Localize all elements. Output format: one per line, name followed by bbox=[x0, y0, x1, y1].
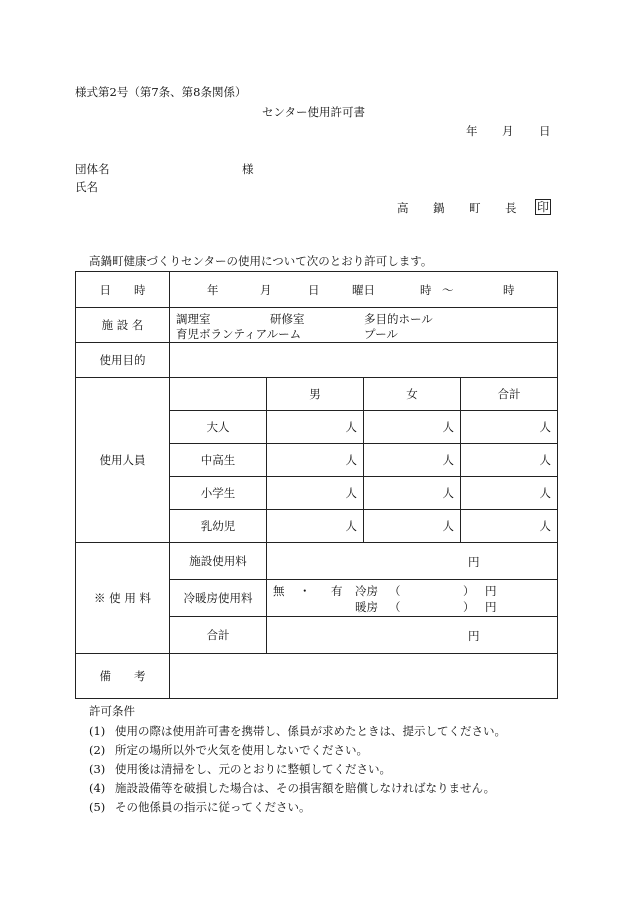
dt-year: 年 bbox=[207, 283, 219, 297]
facility-option[interactable]: 調理室 bbox=[176, 312, 211, 326]
dt-weekday: 曜日 bbox=[352, 283, 375, 297]
col-header-male: 男 bbox=[267, 378, 364, 411]
conditions-heading: 許可条件 bbox=[89, 704, 135, 718]
ac-separator: ・ bbox=[299, 584, 311, 598]
col-header-female: 女 bbox=[364, 378, 461, 411]
dt-hour-to: 時 bbox=[503, 283, 515, 297]
remarks-row bbox=[76, 654, 558, 699]
remarks-label: 備 考 bbox=[76, 654, 170, 699]
condition-item bbox=[89, 799, 311, 815]
paren-close: ） bbox=[463, 600, 475, 614]
honorific: 様 bbox=[242, 162, 254, 176]
dt-tilde: ～ bbox=[442, 283, 454, 297]
condition-number: (3) bbox=[89, 762, 106, 776]
datetime-row bbox=[76, 272, 558, 308]
condition-item bbox=[89, 780, 495, 796]
ac-yes-option[interactable]: 有 bbox=[331, 584, 343, 598]
ac-fee-field[interactable] bbox=[267, 580, 558, 617]
paren-open: （ bbox=[389, 600, 401, 614]
condition-number: (2) bbox=[89, 743, 106, 757]
condition-number: (1) bbox=[89, 724, 106, 738]
facility-option[interactable]: 育児ボランティアルーム bbox=[176, 327, 302, 341]
count-cell[interactable]: 人 bbox=[364, 510, 461, 543]
facility-option[interactable]: プール bbox=[364, 327, 398, 341]
purpose-label: 使用目的 bbox=[76, 343, 170, 378]
dt-month: 月 bbox=[260, 283, 272, 297]
paren-close: ） bbox=[463, 584, 475, 598]
condition-item bbox=[89, 742, 368, 758]
ac-fee-label: 冷暖房使用料 bbox=[170, 580, 267, 617]
people-row-label: 小学生 bbox=[170, 477, 267, 510]
count-cell[interactable]: 人 bbox=[364, 444, 461, 477]
issuer-char: 高 bbox=[397, 201, 409, 215]
form-number: 様式第2号（第7条、第8条関係） bbox=[75, 85, 247, 99]
count-cell[interactable]: 人 bbox=[461, 510, 558, 543]
count-cell[interactable]: 人 bbox=[461, 411, 558, 444]
condition-number: (5) bbox=[89, 800, 106, 814]
people-row-label: 大人 bbox=[170, 411, 267, 444]
seal-mark: 印 bbox=[537, 200, 550, 214]
count-cell[interactable]: 人 bbox=[461, 444, 558, 477]
date-year: 年 bbox=[466, 124, 478, 138]
purpose-row bbox=[76, 343, 558, 378]
people-header-row bbox=[76, 378, 558, 411]
count-cell[interactable]: 人 bbox=[267, 477, 364, 510]
ac-none-option[interactable]: 無 bbox=[273, 584, 285, 598]
dt-day: 日 bbox=[308, 283, 320, 297]
datetime-label: 日 時 bbox=[76, 272, 170, 308]
condition-text: その他係員の指示に従ってください。 bbox=[115, 800, 311, 814]
condition-number: (4) bbox=[89, 781, 106, 795]
condition-item bbox=[89, 723, 506, 739]
heating-label: 暖房 bbox=[355, 600, 378, 614]
cooling-unit: 円 bbox=[485, 584, 497, 598]
count-cell[interactable]: 人 bbox=[461, 477, 558, 510]
count-cell[interactable]: 人 bbox=[364, 411, 461, 444]
facility-fee-row bbox=[76, 543, 558, 580]
dt-hour-from: 時 bbox=[420, 283, 432, 297]
facility-option[interactable]: 研修室 bbox=[270, 312, 305, 326]
count-cell[interactable]: 人 bbox=[267, 444, 364, 477]
facility-fee-field[interactable] bbox=[267, 543, 558, 580]
facility-label: 施 設 名 bbox=[76, 308, 170, 343]
count-cell[interactable]: 人 bbox=[267, 510, 364, 543]
purpose-field[interactable] bbox=[170, 343, 558, 378]
cooling-label: 冷房 bbox=[355, 584, 378, 598]
date-month: 月 bbox=[502, 124, 514, 138]
issuer-char: 鍋 bbox=[433, 201, 445, 215]
people-row-label: 中高生 bbox=[170, 444, 267, 477]
condition-text: 施設設備等を破損した場合は、その損害額を賠償しなければなりません。 bbox=[115, 781, 496, 795]
count-cell[interactable]: 人 bbox=[267, 411, 364, 444]
facility-options[interactable] bbox=[170, 308, 558, 343]
paren-open: （ bbox=[389, 584, 401, 598]
people-label: 使用人員 bbox=[76, 378, 170, 543]
facility-row bbox=[76, 308, 558, 343]
condition-text: 所定の場所以外で火気を使用しないでください。 bbox=[115, 743, 368, 757]
document-title: センター使用許可書 bbox=[262, 105, 366, 119]
col-header-total: 合計 bbox=[461, 378, 558, 411]
count-cell[interactable]: 人 bbox=[364, 477, 461, 510]
fee-total-label: 合計 bbox=[170, 617, 267, 654]
fee-label: ※ 使 用 料 bbox=[76, 543, 170, 654]
facility-option[interactable]: 多目的ホール bbox=[364, 312, 433, 326]
fee-total-field[interactable] bbox=[267, 617, 558, 654]
people-corner-cell bbox=[170, 378, 267, 411]
group-name-label: 団体名 bbox=[75, 162, 110, 176]
remarks-field[interactable] bbox=[170, 654, 558, 699]
name-label: 氏名 bbox=[75, 180, 98, 194]
condition-text: 使用の際は使用許可書を携帯し、係員が求めたときは、提示してください。 bbox=[115, 724, 506, 738]
date-day: 日 bbox=[539, 124, 551, 138]
intro-text: 高鍋町健康づくりセンターの使用について次のとおり許可します。 bbox=[89, 254, 433, 268]
fee-total-unit: 円 bbox=[468, 629, 480, 643]
condition-text: 使用後は清掃をし、元のとおりに整頓してください。 bbox=[115, 762, 391, 776]
people-row-label: 乳幼児 bbox=[170, 510, 267, 543]
permit-form-table bbox=[75, 271, 558, 699]
datetime-field[interactable] bbox=[170, 272, 558, 308]
issuer-char: 町 bbox=[469, 201, 481, 215]
condition-item bbox=[89, 761, 391, 777]
facility-fee-label: 施設使用料 bbox=[170, 543, 267, 580]
issuer-char: 長 bbox=[505, 201, 517, 215]
heating-unit: 円 bbox=[485, 600, 497, 614]
facility-fee-unit: 円 bbox=[468, 555, 480, 569]
